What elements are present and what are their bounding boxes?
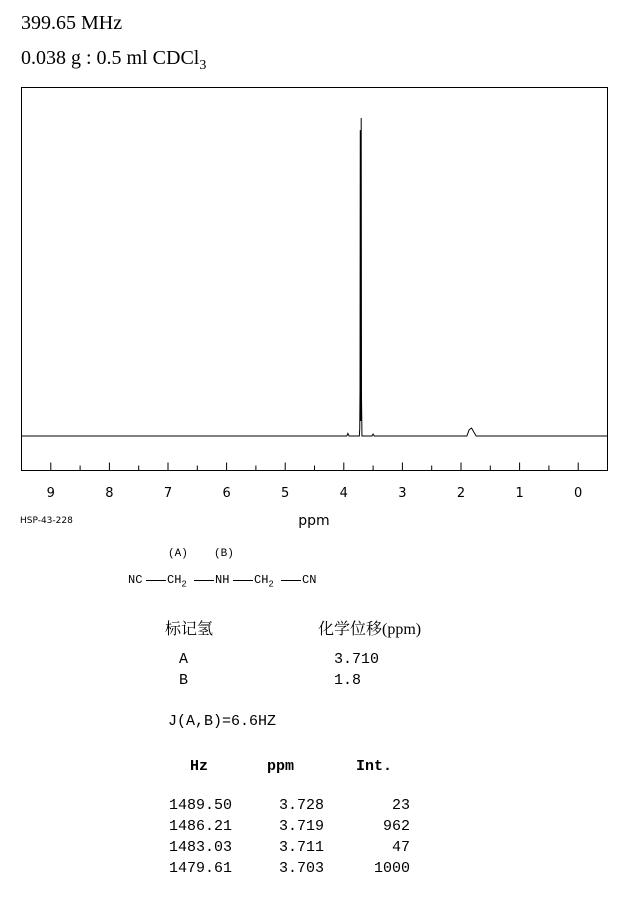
structure-ch2-right — [254, 573, 274, 589]
x-axis-tick-label: 6 — [222, 486, 231, 501]
peak-header-int: Int. — [356, 758, 393, 775]
structure-cn-group: CN — [302, 573, 317, 587]
peak-row-1-hz: 1489.50 — [169, 797, 233, 814]
structure-bond-3 — [233, 580, 253, 581]
assignment-row-a-shift: 3.710 — [334, 651, 380, 668]
peak-header-ppm: ppm — [267, 758, 295, 775]
structure-ch2-left — [167, 573, 187, 589]
sample-description-subscript: 3 — [199, 58, 207, 73]
plot-frame — [22, 88, 608, 471]
peak-row-3-hz: 1483.03 — [169, 839, 233, 856]
peak-row-2-ppm: 3.719 — [279, 818, 325, 835]
sample-code: HSP-43-228 — [20, 516, 73, 526]
structure-ch2-right-ch: CH — [254, 573, 269, 587]
x-axis-tick-label: 0 — [574, 486, 583, 501]
x-axis-tick-label: 3 — [398, 486, 407, 501]
structure-ch2-left-ch: CH — [167, 573, 182, 587]
structure-bond-2 — [194, 580, 214, 581]
x-axis-tick-label: 7 — [163, 486, 173, 501]
assignment-row-b-shift: 1.8 — [334, 672, 362, 689]
structure-label-a: (A) — [168, 548, 188, 560]
coupling-constant: J(A,B)=6.6HZ — [168, 713, 277, 730]
peak-row-4-ppm: 3.703 — [279, 860, 325, 877]
x-axis-ticks — [22, 463, 608, 471]
structure-diagram — [120, 548, 340, 588]
assignment-row-a-label: A — [179, 651, 189, 668]
assignment-row-b-label: B — [179, 672, 189, 689]
peak-row-4-hz: 1479.61 — [169, 860, 233, 877]
spectrometer-frequency: 399.65 MHz — [21, 12, 123, 34]
peak-row-3-int: 47 — [391, 839, 410, 856]
x-axis-tick-label: 5 — [281, 486, 290, 501]
x-axis-tick-label: 2 — [456, 486, 466, 501]
structure-ch2-left-sub: 2 — [181, 579, 187, 590]
x-axis-tick-label: 4 — [339, 486, 348, 501]
peak-row-4-int: 1000 — [373, 860, 410, 877]
x-axis-label: ppm — [298, 513, 330, 529]
structure-label-b: (B) — [214, 548, 234, 560]
x-axis-tick-label: 1 — [515, 486, 524, 501]
spectrum-trace — [22, 118, 608, 436]
peak-row-1-int: 23 — [391, 797, 410, 814]
x-axis-tick-labels — [47, 486, 583, 501]
peak-row-1-ppm: 3.728 — [279, 797, 325, 814]
x-axis-tick-label: 9 — [46, 486, 55, 501]
structure-nc-group: NC — [128, 573, 143, 587]
x-axis-tick-label: 8 — [105, 486, 114, 501]
structure-ch2-right-sub: 2 — [268, 579, 274, 590]
structure-nh: NH — [215, 573, 230, 587]
peak-row-3-ppm: 3.711 — [279, 839, 325, 856]
peak-row-2-int: 962 — [382, 818, 410, 835]
assignment-column-shift: 化学位移(ppm) — [318, 621, 422, 638]
structure-bond-4 — [281, 580, 301, 581]
assignment-column-label: 标记氢 — [165, 621, 214, 638]
peak-header-hz: Hz — [190, 758, 209, 775]
sample-description-main: 0.038 g : 0.5 ml CDCl — [21, 47, 200, 69]
peak-row-2-hz: 1486.21 — [169, 818, 233, 835]
structure-bond-1 — [146, 580, 166, 581]
